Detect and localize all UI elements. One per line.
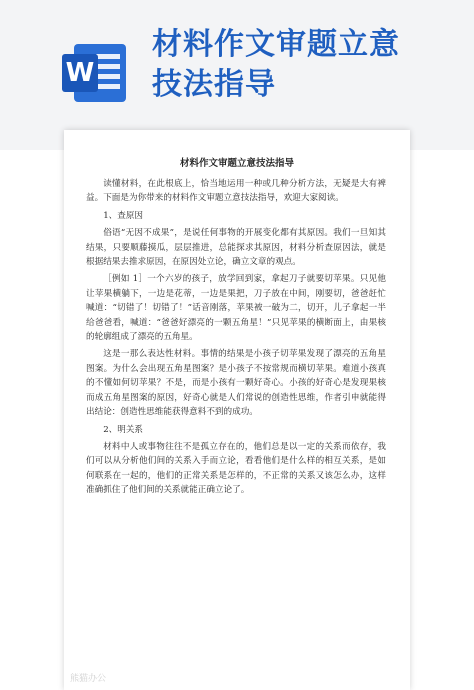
paragraph-example-1: ［例如 1］一个六岁的孩子，放学回到家，拿起刀子就要切苹果。只见他让苹果横躺下，一边是花蒂，一边是果把，刀子放在中间，刚要切，爸爸赶忙喊道：“切错了！切错了！”话音刚落，苹果被一破为二，切开，儿子拿起一半给爸爸看，喊道：“爸爸好漂亮的一颗五角星！”只见苹果的横断面上，由果核的轮廓组成了漂亮的五角星。	[86, 274, 386, 343]
document-title: 材料作文审题立意技法指导	[179, 158, 294, 169]
document-page	[64, 130, 410, 690]
hero-title	[152, 25, 452, 105]
section-heading-2: 2、明关系	[103, 424, 144, 435]
paragraph-intro: 读懂材料，在此根底上，恰当地运用一种或几种分析方法，无疑是大有裨益。下面是为你带来的材料作文审题立意技法指导，欢迎大家阅读。	[86, 179, 386, 204]
section-heading-1: 1、查原因	[103, 210, 144, 221]
paragraph-proverb: 俗语“无因不成果”，是说任何事物的开展变化都有其原因。我们一旦知其结果，只要顺藤摸瓜，层层推进，总能探求其原因，材料分析查原因法，就是根据结果去推求原因，在原因处立论，确立文章的观点。	[86, 228, 386, 268]
document-body	[86, 177, 386, 501]
hero-title-line1: 材料作文审题立意	[152, 27, 400, 62]
watermark-text: 熊猫办公	[70, 674, 107, 684]
word-icon	[62, 40, 126, 104]
paragraph-relations: 材料中人或事物往往不是孤立存在的，他们总是以一定的关系而依存，我们可以从分析他们间的关系入手而立论，看看他们是什么样的相互关系，是如何联系在一起的，他们的正常关系是怎样的，不正常的关系又该怎么办，这样准确抓住了他们间的关系就能正确立论了。	[86, 441, 386, 496]
word-letter-badge: W	[62, 54, 98, 92]
paragraph-analysis: 这是一那么表达性材料。事情的结果是小孩子切苹果发现了漂亮的五角星图案。为什么会出现五角星图案？是小孩子不按常规而横切苹果。难道小孩真的不懂如何切苹果？不是，而是小孩有一颗好奇心。小孩的好奇心是发现果核而成五角星图案的原因，好奇心就是人们常说的创造性思维，作者引申就能得出结论：创造性思维能获得意料不到的成功。	[86, 349, 386, 418]
hero-title-line2: 技法指导	[152, 67, 276, 102]
